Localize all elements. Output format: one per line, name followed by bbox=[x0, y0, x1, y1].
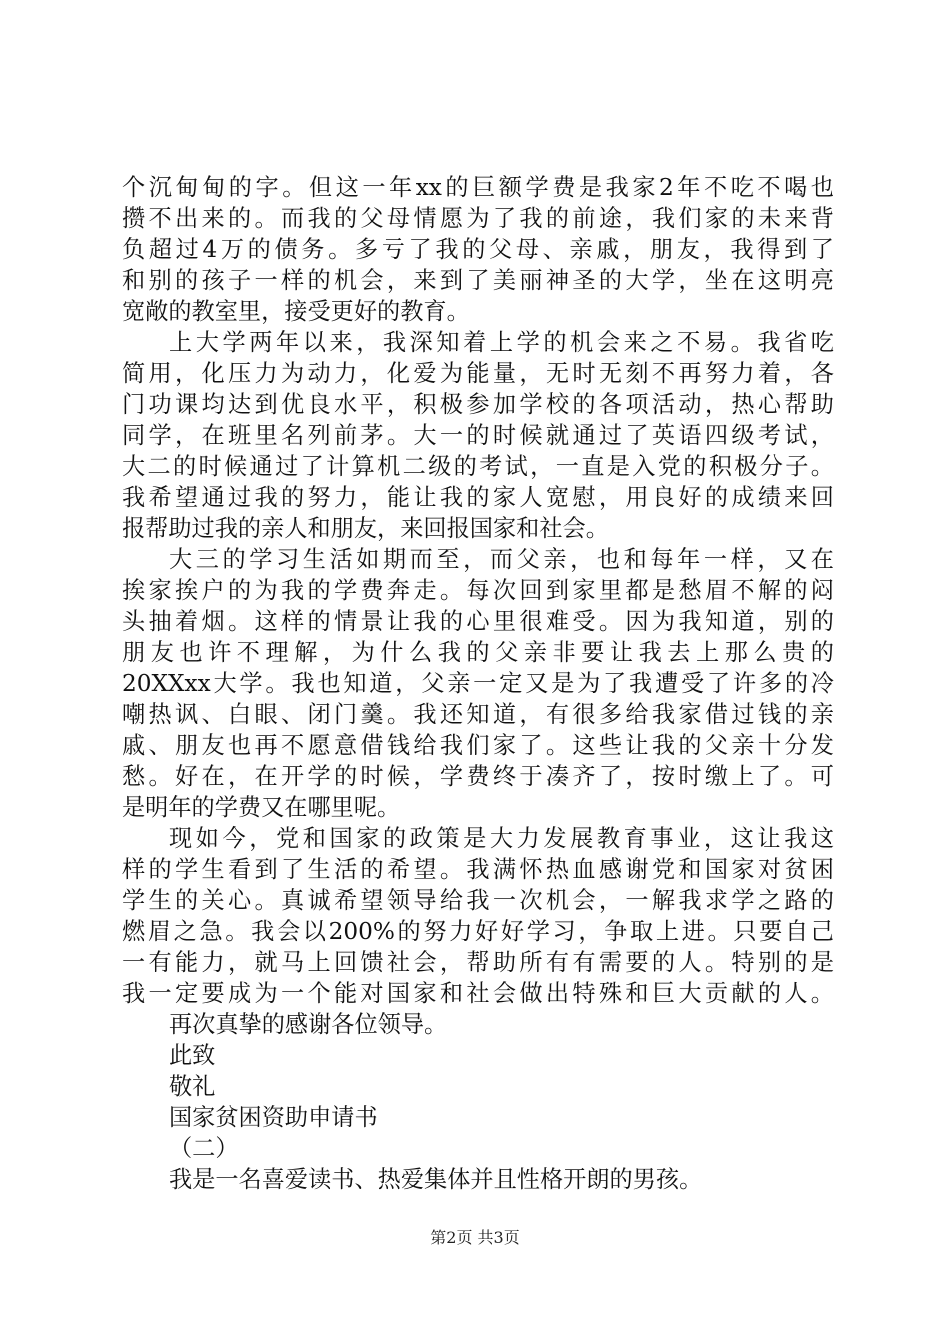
text-line: 攒不出来的。而我的父母情愿为了我的前途，我们家的未来背 bbox=[122, 205, 834, 232]
text-line: 简用，化压力为动力，化爱为能量，无时无刻不再努力着，各 bbox=[122, 360, 834, 387]
text-line: 宽敞的教室里，接受更好的教育。 bbox=[122, 298, 470, 325]
text-line: 朋友也许不理解，为什么我的父亲非要让我去上那么贵的 bbox=[122, 639, 834, 666]
closing-line: 再次真挚的感谢各位领导。 bbox=[169, 1011, 448, 1038]
text-line: 报帮助过我的亲人和朋友，来回报国家和社会。 bbox=[122, 515, 609, 542]
text-line: 戚、朋友也再不愿意借钱给我们家了。这些让我的父亲十分发 bbox=[122, 732, 834, 759]
text-line: 同学，在班里名列前茅。大一的时候就通过了英语四级考试， bbox=[122, 422, 834, 449]
text-line: 是明年的学费又在哪里呢。 bbox=[122, 794, 401, 821]
salutation-line: 此致 bbox=[169, 1042, 216, 1069]
text-line: 挨家挨户的为我的学费奔走。每次回到家里都是愁眉不解的闷 bbox=[122, 577, 834, 604]
paragraph-first-line: 上大学两年以来，我深知着上学的机会来之不易。我省吃 bbox=[169, 329, 834, 356]
text-line: 门功课均达到优良水平，积极参加学校的各项活动，热心帮助 bbox=[122, 391, 834, 418]
page-number-footer: 第2页 共3页 bbox=[430, 1228, 520, 1247]
text-line: 愁。好在，在开学的时候，学费终于凑齐了，按时缴上了。可 bbox=[122, 763, 834, 790]
text-line: 个沉甸甸的字。但这一年xx的巨额学费是我家2年不吃不喝也 bbox=[122, 174, 834, 201]
paragraph-first-line: 现如今，党和国家的政策是大力发展教育事业，这让我这 bbox=[169, 825, 834, 852]
text-line: 负超过4万的债务。多亏了我的父母、亲戚，朋友，我得到了 bbox=[122, 236, 834, 263]
text-line: 大二的时候通过了计算机二级的考试，一直是入党的积极分子。 bbox=[122, 453, 834, 480]
text-line: 头抽着烟。这样的情景让我的心里很难受。因为我知道，别的 bbox=[122, 608, 834, 635]
text-line: 燃眉之急。我会以200%的努力好好学习，争取上进。只要自己 bbox=[122, 918, 834, 945]
text-line: 学生的关心。真诚希望领导给我一次机会，一解我求学之路的 bbox=[122, 887, 834, 914]
text-line: 样的学生看到了生活的希望。我满怀热血感谢党和国家对贫困 bbox=[122, 856, 834, 883]
section-title: 国家贫困资助申请书 bbox=[169, 1104, 378, 1131]
salutation-line: 敬礼 bbox=[169, 1073, 216, 1100]
text-line: 20XXxx大学。我也知道，父亲一定又是为了我遭受了许多的冷 bbox=[122, 670, 834, 697]
document-body bbox=[122, 172, 834, 1195]
section-number: （二） bbox=[169, 1135, 239, 1162]
text-line: 和别的孩子一样的机会，来到了美丽神圣的大学，坐在这明亮 bbox=[122, 267, 834, 294]
paragraph-first-line: 我是一名喜爱读书、热爱集体并且性格开朗的男孩。 bbox=[169, 1166, 703, 1193]
text-line: 嘲热讽、白眼、闭门羹。我还知道，有很多给我家借过钱的亲 bbox=[122, 701, 834, 728]
text-line: 一有能力，就马上回馈社会，帮助所有有需要的人。特别的是 bbox=[122, 949, 834, 976]
text-line: 我希望通过我的努力，能让我的家人宽慰，用良好的成绩来回 bbox=[122, 484, 834, 511]
text-line: 我一定要成为一个能对国家和社会做出特殊和巨大贡献的人。 bbox=[122, 980, 834, 1007]
paragraph-first-line: 大三的学习生活如期而至，而父亲，也和每年一样，又在 bbox=[169, 546, 834, 573]
